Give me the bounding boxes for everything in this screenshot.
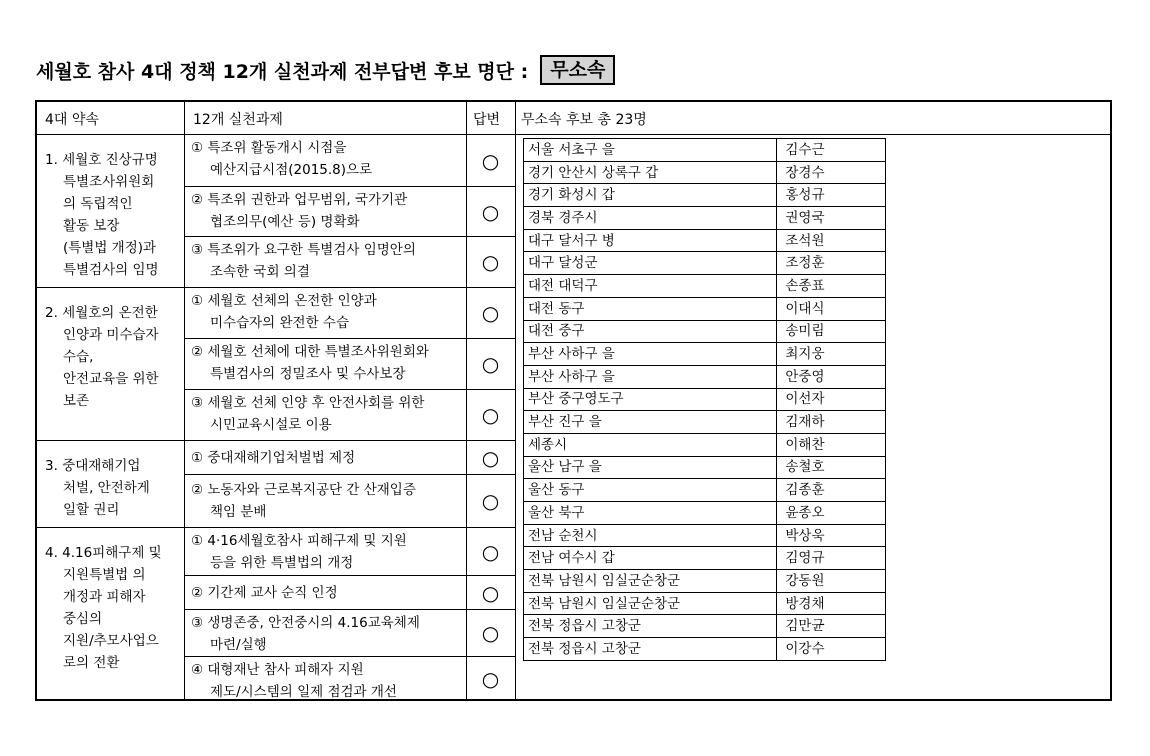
district-cell: 대구 달성군 [524, 252, 777, 275]
table-row [524, 297, 886, 320]
district-cell: 경기 화성시 갑 [524, 184, 777, 207]
district-cell: 서울 서초구 을 [524, 139, 777, 162]
answer-circle: ○ [481, 250, 500, 274]
task-line: ② 기간제 교사 순직 인정 [191, 585, 338, 601]
task-line: ③ 특조위가 요구한 특별검사 임명안의 [191, 242, 416, 258]
name-cell: 최지웅 [777, 343, 886, 366]
name-cell: 이선자 [777, 388, 886, 411]
table-row [524, 229, 886, 252]
table-row [524, 365, 886, 388]
task-4-2 [185, 576, 467, 609]
promise-title: 3. 중대재해기업 [45, 458, 141, 474]
district-cell: 경북 경주시 [524, 207, 777, 230]
name-cell: 조석원 [777, 229, 886, 252]
task-line: 등을 위한 특별법의 개정 [210, 555, 354, 571]
task-3-1 [185, 441, 467, 474]
name-cell: 조정훈 [777, 252, 886, 275]
party-badge: 무소속 [540, 55, 615, 85]
task-line: 협조의무(예산 등) 명확화 [210, 214, 360, 230]
answer-circle: ○ [481, 403, 500, 427]
task-1-3 [185, 237, 467, 287]
table-row [524, 139, 886, 162]
task-line: 예산지급시점(2015.8)으로 [210, 162, 373, 178]
name-cell: 안중영 [777, 365, 886, 388]
answer-circle: ○ [481, 301, 500, 325]
promise-line: 특별조사위원회 [63, 174, 155, 190]
answer-circle: ○ [481, 539, 500, 564]
table-row [524, 161, 886, 184]
task-2-1 [185, 288, 467, 338]
district-cell: 전북 정읍시 고창군 [524, 638, 777, 661]
district-cell: 부산 사하구 을 [524, 365, 777, 388]
task-line: ④ 대형재난 참사 피해자 지원 [191, 662, 364, 678]
district-cell: 울산 북구 [524, 502, 777, 525]
table-row [524, 592, 886, 615]
promise-line: 로의 전환 [63, 655, 120, 671]
task-line: ① 특조위 활동개시 시점을 [191, 140, 347, 156]
name-cell: 박상욱 [777, 524, 886, 547]
district-cell: 부산 사하구 을 [524, 343, 777, 366]
table-row [524, 502, 886, 525]
task-4-4 [185, 657, 467, 701]
table-row [524, 343, 886, 366]
answer-3-1 [466, 441, 515, 474]
district-cell: 대전 동구 [524, 297, 777, 320]
district-cell: 전북 남원시 임실군순창군 [524, 570, 777, 593]
promise-title: 1. 세월호 진상규명 [45, 152, 158, 168]
answer-circle: ○ [481, 199, 500, 224]
name-cell: 송철호 [777, 456, 886, 479]
name-cell: 강동원 [777, 570, 886, 593]
district-cell: 울산 남구 을 [524, 456, 777, 479]
answer-4-1 [466, 528, 515, 575]
answer-2-2 [466, 339, 515, 389]
district-cell: 경기 안산시 상록구 갑 [524, 161, 777, 184]
task-3-2 [185, 475, 467, 527]
answer-2-3 [466, 390, 515, 440]
answer-circle: ○ [481, 352, 500, 376]
name-cell: 권영국 [777, 207, 886, 230]
promise-line: 일할 권리 [63, 502, 120, 518]
district-cell: 전북 남원시 임실군순창군 [524, 592, 777, 615]
name-cell: 김종훈 [777, 479, 886, 502]
promise-3 [37, 441, 184, 527]
page-title [36, 54, 615, 86]
task-1-1 [185, 135, 467, 186]
task-4-1 [185, 528, 467, 575]
name-cell: 이강수 [777, 638, 886, 661]
name-cell: 손종표 [777, 275, 886, 298]
task-line: 제도/시스템의 일제 점검과 개선 [210, 684, 397, 700]
task-1-2 [185, 187, 467, 236]
promise-line: 중심의 [63, 611, 103, 627]
task-line: ③ 세월호 선체 인양 후 안전사회를 위한 [191, 395, 425, 411]
table-row [524, 207, 886, 230]
district-cell: 전남 순천시 [524, 524, 777, 547]
promise-1 [37, 135, 184, 287]
column-divider [515, 102, 516, 699]
table-row [524, 479, 886, 502]
candidate-table [523, 138, 886, 661]
answer-circle: ○ [481, 621, 500, 645]
task-line: ③ 생명존중, 안전중시의 4.16교육체제 [191, 615, 420, 631]
task-line: ② 특조위 권한과 업무범위, 국가기관 [191, 192, 408, 208]
answer-4-4 [466, 657, 515, 701]
task-line: 미수습자의 완전한 수습 [210, 315, 349, 331]
promise-line: 지원/추모사업으 [63, 633, 159, 649]
name-cell: 홍성규 [777, 184, 886, 207]
header-task: 12개 실천과제 [193, 111, 283, 128]
table-row [524, 275, 886, 298]
district-cell: 대구 달서구 병 [524, 229, 777, 252]
task-4-3 [185, 610, 467, 656]
table-row [524, 524, 886, 547]
answer-circle: ○ [481, 148, 500, 173]
task-line: 시민교육시설로 이용 [210, 417, 332, 433]
promise-line: 처벌, 안전하게 [63, 480, 150, 496]
promise-2 [37, 288, 184, 440]
district-cell: 전남 여수시 갑 [524, 547, 777, 570]
district-cell: 울산 동구 [524, 479, 777, 502]
promise-line: 특별검사의 임명 [63, 262, 159, 278]
table-row [524, 547, 886, 570]
policy-table [35, 100, 1112, 701]
answer-circle: ○ [481, 580, 500, 605]
district-cell: 부산 진구 을 [524, 411, 777, 434]
district-cell: 부산 중구영도구 [524, 388, 777, 411]
table-row [524, 433, 886, 456]
name-cell: 송미림 [777, 320, 886, 343]
task-line: ① 세월호 선체의 온전한 인양과 [191, 293, 377, 309]
name-cell: 이대식 [777, 297, 886, 320]
promise-title: 2. 세월호의 온전한 [45, 305, 158, 321]
answer-2-1 [466, 288, 515, 338]
task-line: ① 중대재해기업처벌법 제정 [191, 450, 356, 466]
table-row [524, 320, 886, 343]
answer-4-2 [466, 576, 515, 609]
table-row [524, 411, 886, 434]
answer-3-2 [466, 475, 515, 527]
name-cell: 김영규 [777, 547, 886, 570]
task-line: 조속한 국회 의결 [210, 264, 310, 280]
district-cell: 대전 대덕구 [524, 275, 777, 298]
header-candidates: 무소속 후보 총 23명 [521, 111, 647, 128]
table-row [524, 615, 886, 638]
answer-1-1 [466, 135, 515, 186]
answer-circle: ○ [481, 489, 500, 513]
answer-circle: ○ [481, 445, 500, 470]
task-line: 특별검사의 정밀조사 및 수사보장 [210, 366, 406, 382]
promise-line: 활동 보장 [63, 218, 120, 234]
task-line: ② 노동자와 근로복지공단 간 산재입증 [191, 482, 416, 498]
header-promise: 4대 약속 [45, 111, 99, 128]
task-line: 마련/실행 [210, 637, 267, 653]
task-line: 책임 분배 [210, 504, 267, 520]
table-row [524, 638, 886, 661]
name-cell: 이해찬 [777, 433, 886, 456]
promise-line: 보존 [63, 393, 90, 409]
table-row [524, 252, 886, 275]
name-cell: 김수근 [777, 139, 886, 162]
promise-line: 수습, [63, 349, 94, 365]
header-answer: 답변 [473, 111, 501, 128]
promise-line: 지원특별법 의 [63, 567, 146, 583]
promise-line: (특별법 개정)과 [63, 240, 157, 256]
promise-line: 인양과 미수습자 [63, 327, 159, 343]
district-cell: 전북 정읍시 고창군 [524, 615, 777, 638]
table-row [524, 456, 886, 479]
name-cell: 김만균 [777, 615, 886, 638]
task-2-2 [185, 339, 467, 389]
district-cell: 세종시 [524, 433, 777, 456]
table-row [524, 388, 886, 411]
promise-line: 의 독립적인 [63, 196, 133, 212]
promise-line: 안전교육을 위한 [63, 371, 159, 387]
task-line: ① 4·16세월호참사 피해구제 및 지원 [191, 533, 407, 549]
task-line: ② 세월호 선체에 대한 특별조사위원회와 [191, 344, 429, 360]
name-cell: 방경채 [777, 592, 886, 615]
district-cell: 대전 중구 [524, 320, 777, 343]
answer-4-3 [466, 610, 515, 656]
answer-circle: ○ [481, 667, 500, 691]
answer-1-2 [466, 187, 515, 236]
table-row [524, 570, 886, 593]
promise-4 [37, 528, 184, 700]
answer-1-3 [466, 237, 515, 287]
page-title-text: 세월호 참사 4대 정책 12개 실천과제 전부답변 후보 명단 : [36, 60, 529, 83]
table-row [524, 184, 886, 207]
name-cell: 김재하 [777, 411, 886, 434]
name-cell: 윤종오 [777, 502, 886, 525]
name-cell: 장경수 [777, 161, 886, 184]
promise-title: 4. 4.16피해구제 및 [45, 545, 162, 561]
promise-line: 개정과 피해자 [63, 589, 146, 605]
task-2-3 [185, 390, 467, 440]
